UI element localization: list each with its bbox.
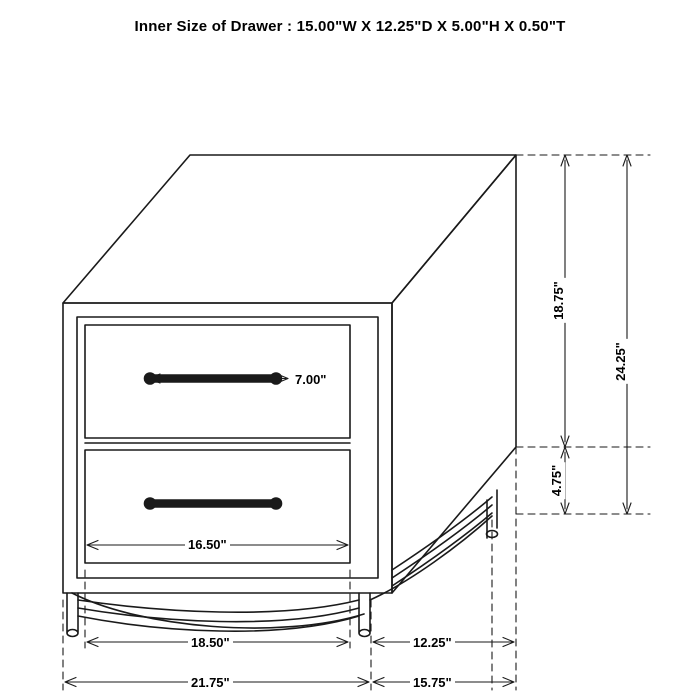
dimension-lines-right (516, 155, 650, 514)
base-legs-front (67, 593, 370, 637)
dimension-label-drawer-width: 16.50" (185, 536, 230, 553)
dimension-label-front-width: 18.50" (188, 634, 233, 651)
lower-drawer-handle (145, 498, 282, 509)
dimension-label-overall-width: 21.75" (188, 674, 233, 691)
dimension-label-overall-depth: 15.75" (410, 674, 455, 691)
dimension-label-side-depth: 12.25" (410, 634, 455, 651)
dimension-label-total-height: 24.25" (612, 339, 629, 384)
dimension-label-handle-width: 7.00" (292, 371, 329, 388)
dimension-label-cabinet-height: 18.75" (550, 278, 567, 323)
page-title: Inner Size of Drawer : 15.00"W X 12.25"D X 5.00"H X 0.50"T (134, 18, 566, 35)
dimension-lines-bottom (63, 447, 516, 690)
cabinet-top-face (63, 155, 516, 303)
dimension-label-leg-height: 4.75" (548, 462, 565, 499)
